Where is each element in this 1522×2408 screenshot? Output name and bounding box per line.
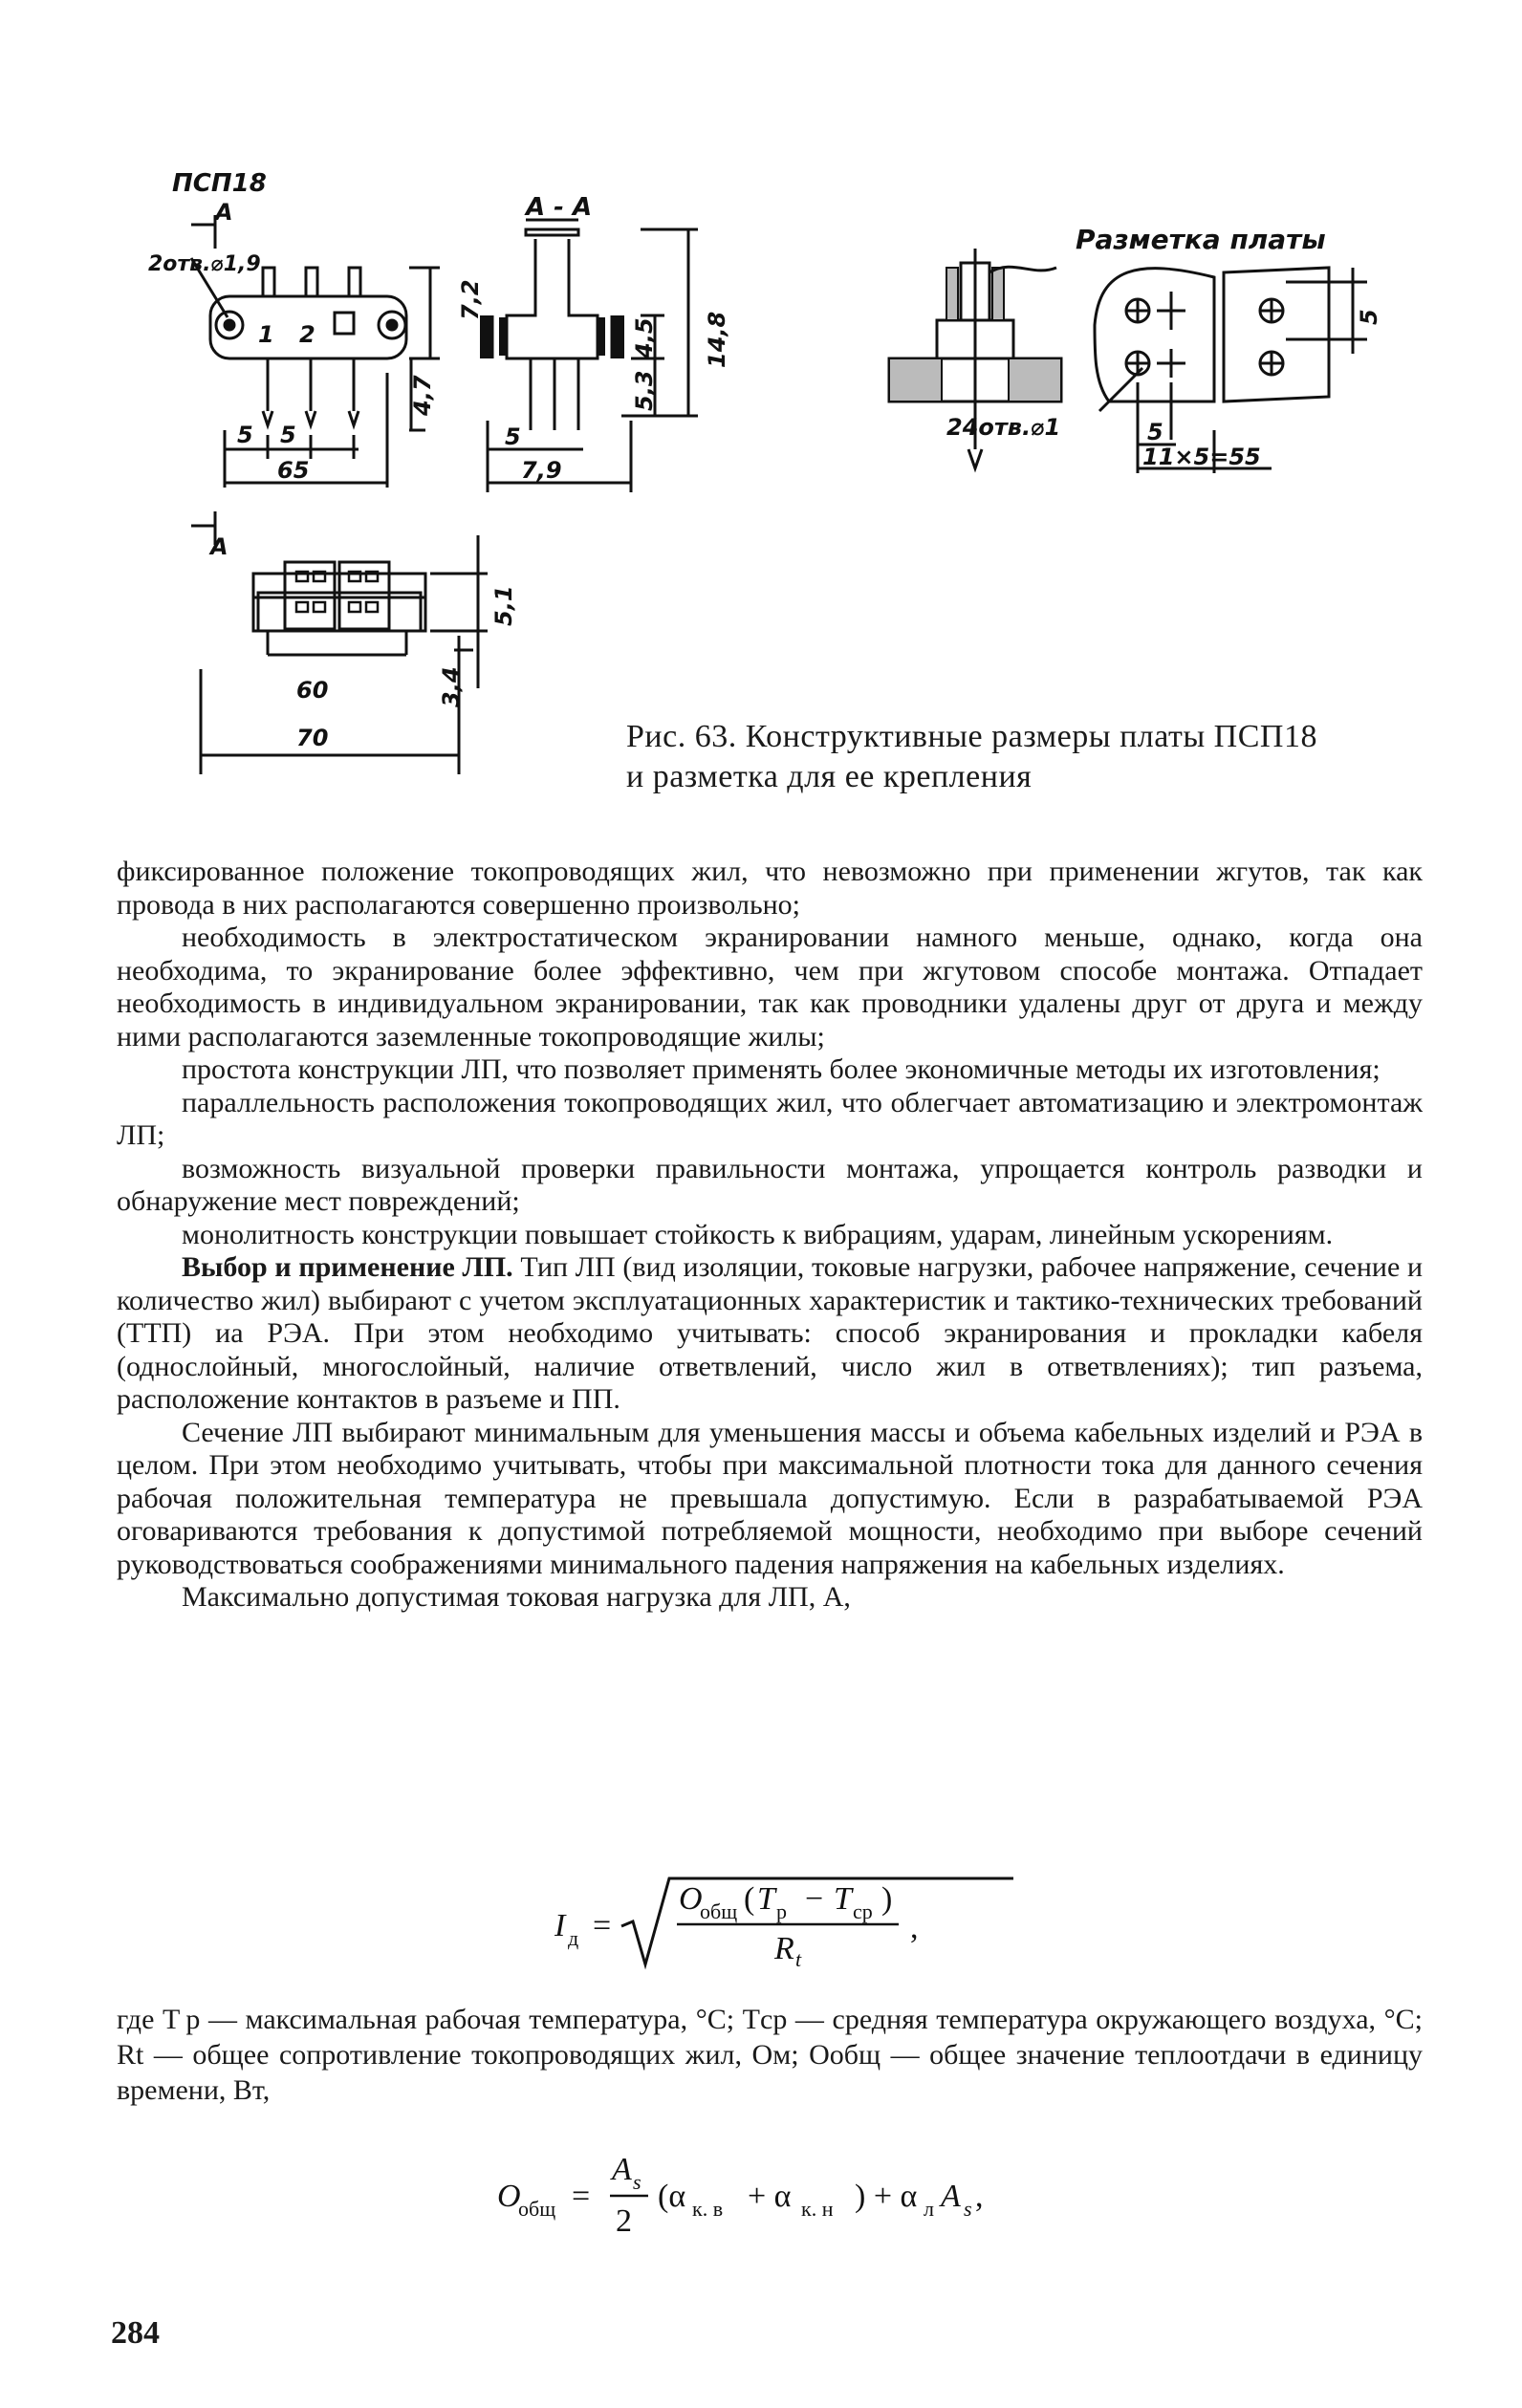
f2-sub3: л — [924, 2197, 934, 2221]
technical-drawing-psp18 — [143, 153, 1424, 803]
f1-paren-close: ) — [881, 1881, 893, 1917]
f2-equals: = — [572, 2179, 591, 2214]
paragraph-3: простота конструкции ЛП, что позволяет применять более экономичные методы их изготовления; — [182, 1053, 1381, 1085]
label-dim-5-3: 5,3 — [631, 370, 658, 411]
definitions — [117, 2002, 1423, 2108]
f2-frac-num-sub: s — [633, 2170, 641, 2194]
label-part-name: ПСП18 — [172, 169, 267, 198]
paragraph-4: параллельность расположения токопроводящих жил, что облегчает автоматизацию и электромонтаж ЛП; — [117, 1086, 1423, 1151]
label-pin1: 1 — [258, 321, 274, 348]
f1-den: R — [774, 1931, 794, 1966]
f1-minus: − — [805, 1881, 824, 1917]
f2-plus1: + α — [748, 2179, 792, 2214]
label-dim-5e: 5 — [1356, 309, 1382, 325]
definitions-text: где T р — максимальная рабочая температура, °С; Tср — средняя температура окружающего воздуха, °С; Rt — общее сопротивление токопроводящих жил, Ом; Oобщ — общее значение теплоотдачи в единицу времени, Вт, — [117, 2004, 1423, 2106]
section-paragraph — [117, 1251, 1423, 1417]
label-pin2: 2 — [299, 321, 315, 348]
f1-lhs: I — [554, 1908, 566, 1943]
f1-den-sub: t — [795, 1947, 802, 1971]
label-dim-5a: 5 — [237, 422, 253, 448]
label-dim-5b: 5 — [280, 422, 296, 448]
label-section-mark: A — [215, 199, 233, 226]
label-dim-7-2: 7,2 — [457, 279, 484, 320]
f2-as: A — [941, 2179, 961, 2214]
f2-close: ) + α — [855, 2179, 918, 2214]
label-dim-4-7: 4,7 — [409, 375, 436, 416]
label-dim-5d: 5 — [1147, 419, 1163, 445]
f2-tail: , — [975, 2179, 984, 2214]
f2-frac-num: A — [612, 2152, 632, 2187]
label-holes-top: 2отв.⌀1,9 — [148, 252, 261, 276]
f1-equals: = — [593, 1908, 612, 1943]
f1-num-sub: общ — [700, 1899, 738, 1923]
caption-line-2: и разметка для ее крепления — [626, 759, 1033, 794]
label-dim-11x5: 11×5=55 — [1142, 444, 1261, 470]
f2-sub1: к. в — [692, 2197, 724, 2221]
formula-current-load — [554, 1869, 1128, 1974]
label-layout-title: Разметка платы — [1076, 224, 1326, 255]
f2-as-sub: s — [964, 2197, 972, 2221]
paragraph-cross-section: Сечение ЛП выбирают минимальным для уменьшения массы и объема кабельных изделий и РЭА в целом. При этом необходимо учитывать, чтобы при максимальной плотности тока для данного сечения рабочая положительная температура не превышала допустимую. Если в разрабатываемой РЭА оговариваются требования к допустимой потребляемой мощности, необходимо при выборе сечений руководствоваться соображениями минимального падения напряжения на кабельных изделиях. — [117, 1416, 1423, 1580]
label-dim-5c: 5 — [505, 423, 521, 450]
label-dim-70: 70 — [296, 725, 329, 751]
section-text: Тип ЛП (вид изоляции, токовые нагрузки, рабочее напряжение, сечение и количество жил) выбирают с учетом эксплуатационных характеристик и тактико-технических требований (ТТП) иа РЭА. При этом необходимо учитывать: способ экранирования и прокладки кабеля (однослойный, многослойный, наличие ответвлений, число жил в ответвлениях); тип разъема, расположение контактов в разъеме и ПП. — [117, 1251, 1423, 1415]
paragraph-6: монолитность конструкции повышает стойкость к вибрациям, ударам, линейным ускорениям. — [182, 1218, 1334, 1250]
f2-expr: (α — [658, 2179, 686, 2214]
section-heading: Выбор и применение ЛП. — [182, 1251, 513, 1283]
label-dim-4-5: 4,5 — [631, 317, 658, 358]
label-dim-65: 65 — [277, 457, 310, 484]
f1-tcp: T — [834, 1881, 852, 1917]
label-dim-5-1: 5,1 — [490, 585, 517, 626]
label-dim-60: 60 — [296, 677, 329, 704]
paragraph-2: необходимость в электростатическом экранировании намного меньше, однако, когда она необходима, то экранирование более эффективно, чем при жгутовом способе монтажа. Отпадает необходимость в индивидуальном экранировании, так как проводники удалены друг от друга и между ними располагаются заземленные токопроводящие жилы; — [117, 922, 1423, 1052]
f1-tcp-sub: ср — [853, 1899, 873, 1923]
f1-paren-open: ( — [744, 1881, 755, 1917]
f1-lhs-sub: д — [568, 1926, 579, 1950]
f2-lhs: O — [497, 2179, 521, 2214]
page-number: 284 — [111, 2315, 160, 2351]
f1-tail: , — [910, 1910, 919, 1945]
label-holes-board: 24отв.⌀1 — [946, 414, 1061, 441]
label-dim-14-8: 14,8 — [704, 311, 730, 368]
body-text — [117, 856, 1423, 1615]
paragraph-1: фиксированное положение токопроводящих жил, что невозможно при применении жгутов, так как провода в них располагаются совершенно произвольно; — [117, 856, 1423, 921]
f1-tp: T — [757, 1881, 775, 1917]
f2-sub2: к. н — [801, 2197, 834, 2221]
label-dim-7-9: 7,9 — [521, 457, 562, 484]
label-dim-3-4: 3,4 — [438, 666, 465, 707]
f1-tp-sub: р — [776, 1899, 787, 1923]
f2-lhs-sub: общ — [518, 2197, 556, 2221]
figure-caption — [626, 717, 1429, 797]
f1-num: O — [679, 1881, 703, 1917]
label-section-title: A - A — [526, 193, 593, 222]
paragraph-5: возможность визуальной проверки правильности монтажа, упрощается контроль разводки и обнаружение мест повреждений; — [117, 1152, 1423, 1217]
paragraph-load: Максимально допустимая токовая нагрузка для ЛП, А, — [182, 1581, 851, 1613]
formula-heat-transfer — [497, 2141, 1166, 2246]
f2-frac-den: 2 — [616, 2203, 632, 2239]
label-section-mark-bottom: A — [210, 533, 228, 560]
caption-line-1: Рис. 63. Конструктивные размеры платы ПСП18 — [626, 719, 1317, 754]
